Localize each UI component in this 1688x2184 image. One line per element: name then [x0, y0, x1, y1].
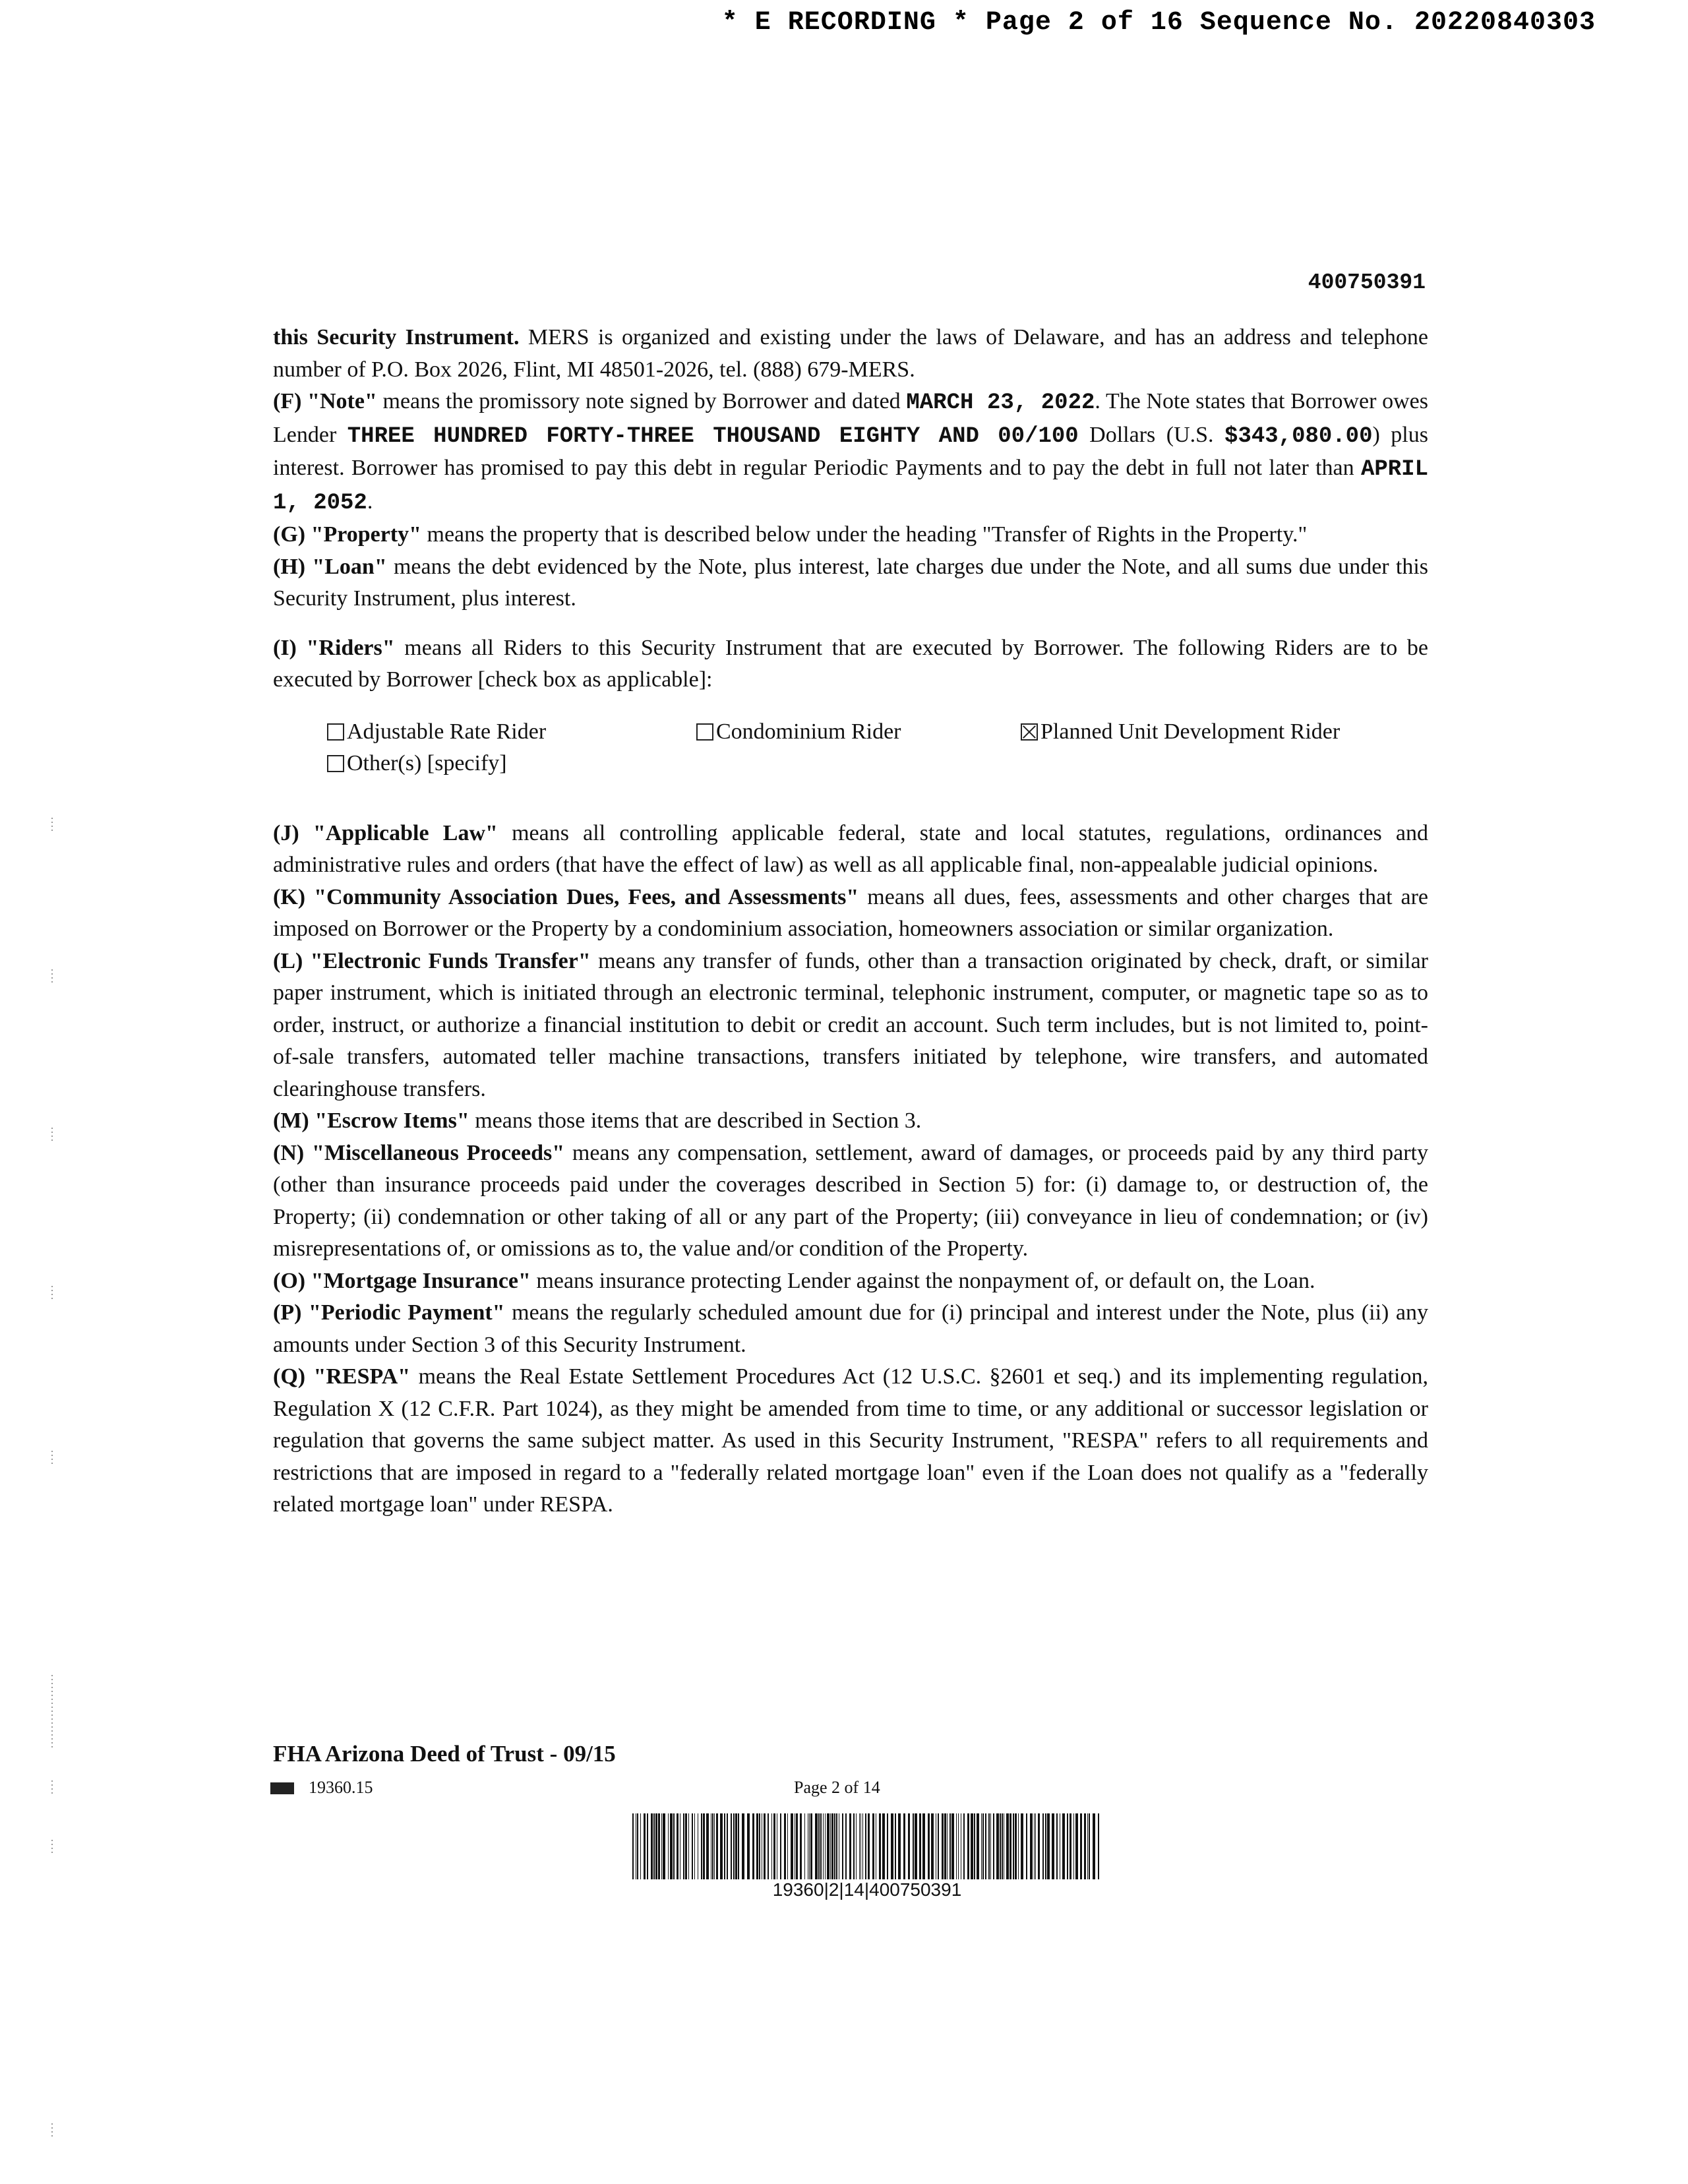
- barcode-bar: [1084, 1813, 1086, 1879]
- barcode-bar: [787, 1813, 788, 1879]
- barcode-bar: [1067, 1813, 1068, 1879]
- barcode-bar: [720, 1813, 723, 1879]
- barcode-bar: [977, 1813, 979, 1879]
- barcode-bar: [1075, 1813, 1078, 1879]
- term-label: (H) "Loan": [273, 554, 387, 579]
- barcode-bar: [1006, 1813, 1009, 1879]
- paragraph-text: . The Note states that Borrower owes Lender: [273, 389, 1428, 447]
- rider-planned-unit-development: [1021, 716, 1340, 748]
- margin-dots-2: [51, 969, 53, 985]
- barcode-bar: [647, 1813, 648, 1879]
- barcode-bar: [944, 1813, 946, 1879]
- barcode-bar: [1093, 1813, 1095, 1879]
- margin-dots-9: [51, 2123, 53, 2139]
- barcode-bar: [716, 1813, 718, 1879]
- paragraph-q: [273, 1361, 1428, 1521]
- barcode-bar: [677, 1813, 678, 1879]
- barcode-bar: [810, 1813, 812, 1879]
- barcode-bar: [856, 1813, 857, 1879]
- paragraph-text: means the regularly scheduled amount due for (i) principal and interest under the Note, plus (ii) any amounts under Section 3 of this Security Instrument.: [273, 1300, 1428, 1357]
- margin-dots-4: [51, 1286, 53, 1302]
- paragraph-k: [273, 882, 1428, 946]
- note-date: MARCH 23, 2022: [906, 390, 1095, 415]
- term-label: this Security Instrument.: [273, 325, 520, 349]
- barcode-bar: [752, 1813, 754, 1879]
- barcode-bar: [733, 1813, 735, 1879]
- paragraph-text: means insurance protecting Lender against the nonpayment of, or default on, the Loan.: [530, 1268, 1315, 1293]
- barcode-bar: [637, 1813, 638, 1879]
- barcode-bar: [1015, 1813, 1017, 1879]
- barcode-bar: [1030, 1813, 1033, 1879]
- barcode-bar: [727, 1813, 728, 1879]
- paragraph-text: means the debt evidenced by the Note, plus interest, late charges due under the Note, and all sums due under this Security Instrument, plus interest.: [273, 554, 1428, 611]
- barcode-bar: [956, 1813, 957, 1879]
- barcode-bar: [738, 1813, 739, 1879]
- barcode-bar: [887, 1813, 888, 1879]
- margin-dots-5: [51, 1451, 53, 1467]
- rider-label: Condominium Rider: [716, 719, 901, 744]
- barcode-bar: [951, 1813, 954, 1879]
- barcode-bar: [938, 1813, 939, 1879]
- barcode-bar: [714, 1813, 715, 1879]
- barcode-bar: [895, 1813, 896, 1879]
- barcode-bar: [1018, 1813, 1019, 1879]
- paragraph-text: means those items that are described in Section 3.: [469, 1108, 922, 1133]
- paragraph-text: means the Real Estate Settlement Procedures Act (12 U.S.C. §2601 et seq.) and its implementing regulation, Regulation X (12 C.F.R. Part 1024), as they might be amended from time to time, or any additional or successor legislation or regulation that governs the same subject matter. As used in this Security Instrument, "RESPA" refers to all requirements and restrictions that are imposed in regard to a "federally related mortgage loan" even if the Loan does not qualify as a "federally related mortgage loan" under RESPA.: [273, 1364, 1428, 1517]
- barcode-bar: [768, 1813, 769, 1879]
- term-label: (P) "Periodic Payment": [273, 1300, 505, 1325]
- barcode-bar: [922, 1813, 925, 1879]
- loan-amount-figures: $343,080.00: [1224, 423, 1373, 449]
- paragraph-text: means all Riders to this Security Instrument that are executed by Borrower. The following Riders are to be executed by Borrower [check box as applicable]:: [273, 635, 1428, 692]
- barcode-bar: [800, 1813, 802, 1879]
- barcode-bar: [818, 1813, 820, 1879]
- paragraph-text: means all dues, fees, assessments and other charges that are imposed on Borrower or the Property by a condominium association, homeowners association or similar organization.: [273, 884, 1429, 941]
- barcode-bar: [1010, 1813, 1011, 1879]
- barcode-bar: [862, 1813, 863, 1879]
- barcode-bar: [712, 1813, 713, 1879]
- barcode-bar: [820, 1813, 822, 1879]
- paragraph-text: means all controlling applicable federal, state and local statutes, regulations, ordinances and administrative rules and orders (that have the effect of law) as well as all applicable final, non-appealable judicial opinions.: [273, 820, 1428, 877]
- barcode-bar: [1056, 1813, 1058, 1879]
- barcode-bar: [830, 1813, 831, 1879]
- barcode-bar: [724, 1813, 725, 1879]
- barcode-bar: [688, 1813, 689, 1879]
- barcode-bar: [993, 1813, 994, 1879]
- pud-checkbox-checked: [1021, 723, 1038, 741]
- rider-label: Other(s) [specify]: [347, 750, 507, 775]
- barcode-bar: [653, 1813, 655, 1879]
- barcode-bar: [663, 1813, 665, 1879]
- barcode-bar: [1000, 1813, 1001, 1879]
- maturity-date: APRIL 1, 2052: [273, 457, 1428, 516]
- barcode-bar: [882, 1813, 885, 1879]
- barcode-bar: [891, 1813, 893, 1879]
- barcode-bar: [731, 1813, 732, 1879]
- barcode-bar: [845, 1813, 847, 1879]
- barcode-bar: [971, 1813, 973, 1879]
- barcode-bar: [651, 1813, 653, 1879]
- barcode-bar: [915, 1813, 917, 1879]
- paragraph-text: .: [367, 489, 373, 514]
- barcode-bar: [849, 1813, 851, 1879]
- barcode-bar: [985, 1813, 986, 1879]
- barcode-bar: [747, 1813, 750, 1879]
- barcode-bar: [1098, 1813, 1099, 1879]
- barcode-bar: [1080, 1813, 1082, 1879]
- barcode-bar: [919, 1813, 921, 1879]
- barcode-bar: [756, 1813, 758, 1879]
- rider-other: [327, 748, 507, 780]
- barcode-bar: [668, 1813, 669, 1879]
- barcode-bar: [673, 1813, 675, 1879]
- barcode-bar: [947, 1813, 948, 1879]
- margin-dots-6: [51, 1675, 53, 1747]
- barcode-bar: [860, 1813, 861, 1879]
- paragraph-j: [273, 818, 1428, 882]
- barcode-bar: [771, 1813, 772, 1879]
- barcode-bar: [1035, 1813, 1036, 1879]
- term-label: (J) "Applicable Law": [273, 820, 498, 845]
- paragraph-text: means any transfer of funds, other than a transaction originated by check, draft, or similar paper instrument, which is initiated through an electronic terminal, telephonic instrument, computer, or magnetic tape so as to order, instruct, or authorize a financial institution to debit or credit an account. Such term includes, but is not limited to, point-of-sale transfers, automated teller machine transactions, transfers initiated by telephone, wire transfers, and automated clearinghouse transfers.: [273, 948, 1428, 1101]
- form-number: [270, 1778, 373, 1798]
- adjustable-rate-checkbox: [327, 723, 344, 741]
- barcode-bar: [791, 1813, 793, 1879]
- barcode-bar: [1042, 1813, 1044, 1879]
- rider-condominium: [696, 716, 901, 748]
- barcode-bar: [1045, 1813, 1046, 1879]
- condominium-checkbox: [696, 723, 713, 741]
- barcode-bar: [928, 1813, 930, 1879]
- barcode-bar: [831, 1813, 833, 1879]
- loan-number: 400750391: [1308, 270, 1426, 295]
- rider-label: Adjustable Rate Rider: [347, 719, 547, 744]
- barcode-bar: [865, 1813, 866, 1879]
- other-checkbox: [327, 755, 344, 772]
- paragraph-text: MERS is organized and existing under the laws of Delaware, and has an address and telephone number of P.O. Box 2026, Flint, MI 48501-2026, tel. (888) 679-MERS.: [273, 325, 1428, 382]
- barcode-bar: [853, 1813, 855, 1879]
- barcode-bar: [996, 1813, 999, 1879]
- paragraph-g: [273, 519, 1428, 551]
- barcode-bar: [703, 1813, 705, 1879]
- barcode-bar: [931, 1813, 934, 1879]
- barcode-bar: [942, 1813, 944, 1879]
- barcode-bar: [759, 1813, 760, 1879]
- paragraph-p: [273, 1297, 1428, 1361]
- paragraph-l: [273, 946, 1428, 1106]
- barcode-bar: [735, 1813, 737, 1879]
- barcode-bar: [640, 1813, 641, 1879]
- document-body: [273, 322, 1428, 1521]
- barcode-bar: [836, 1813, 837, 1879]
- barcode-bar: [796, 1813, 798, 1879]
- term-label: (F) "Note": [273, 389, 377, 413]
- barcode-bar: [981, 1813, 982, 1879]
- paragraph-o: [273, 1265, 1428, 1298]
- term-label: (G) "Property": [273, 522, 422, 547]
- term-label: (I) "Riders": [273, 635, 395, 660]
- paragraph-f: [273, 386, 1428, 519]
- barcode-bar: [655, 1813, 657, 1879]
- term-label: (L) "Electronic Funds Transfer": [273, 948, 591, 973]
- barcode-bar: [1013, 1813, 1014, 1879]
- term-label: (N) "Miscellaneous Proceeds": [273, 1140, 565, 1165]
- barcode-bar: [742, 1813, 744, 1879]
- barcode-bar: [694, 1813, 695, 1879]
- barcode: [631, 1813, 1103, 1879]
- barcode-bar: [1073, 1813, 1074, 1879]
- barcode-bar: [1038, 1813, 1040, 1879]
- margin-dots-3: [51, 1128, 53, 1143]
- barcode-bar: [903, 1813, 905, 1879]
- page-indicator: Page 2 of 14: [794, 1778, 880, 1797]
- barcode-bar: [834, 1813, 835, 1879]
- barcode-bar: [950, 1813, 951, 1879]
- barcode-bar: [804, 1813, 805, 1879]
- form-title: FHA Arizona Deed of Trust - 09/15: [273, 1741, 616, 1767]
- barcode-bar: [773, 1813, 775, 1879]
- barcode-bar: [827, 1813, 829, 1879]
- margin-dots-7: [51, 1780, 53, 1796]
- barcode-bar: [632, 1813, 634, 1879]
- barcode-bar: [701, 1813, 702, 1879]
- barcode-bar: [1087, 1813, 1088, 1879]
- barcode-bar: [967, 1813, 969, 1879]
- paragraph-i: [273, 632, 1428, 696]
- paragraph-n: [273, 1138, 1428, 1265]
- margin-dots-8: [51, 1840, 53, 1856]
- barcode-bar: [1034, 1813, 1035, 1879]
- barcode-bar: [913, 1813, 914, 1879]
- rider-label: Planned Unit Development Rider: [1040, 719, 1341, 744]
- barcode-bar: [1052, 1813, 1054, 1879]
- barcode-bar: [963, 1813, 965, 1879]
- barcode-bar: [872, 1813, 874, 1879]
- barcode-text: 19360|2|14|400750391: [772, 1879, 962, 1900]
- barcode-bar: [982, 1813, 984, 1879]
- barcode-bar: [988, 1813, 990, 1879]
- rider-adjustable-rate: [327, 716, 546, 748]
- paragraph-text: ) plus interest. Borrower has promised to pay this debt in regular Periodic Payments and to pay the debt in full not later than: [273, 422, 1428, 480]
- term-label: (Q) "RESPA": [273, 1364, 411, 1389]
- barcode-bar: [1062, 1813, 1065, 1879]
- barcode-bar: [1002, 1813, 1003, 1879]
- barcode-bar: [780, 1813, 781, 1879]
- barcode-bar: [1021, 1813, 1023, 1879]
- barcode-bar: [809, 1813, 810, 1879]
- term-label: (O) "Mortgage Insurance": [273, 1268, 531, 1293]
- term-label: (M) "Escrow Items": [273, 1108, 469, 1133]
- barcode-bar: [1047, 1813, 1050, 1879]
- barcode-bar: [908, 1813, 910, 1879]
- barcode-bar: [868, 1813, 870, 1879]
- form-number-text: 19360.15: [309, 1778, 373, 1797]
- recording-header: * E RECORDING * Page 2 of 16 Sequence No. 20220840303: [721, 8, 1596, 38]
- paragraph-e-continued: [273, 322, 1428, 386]
- barcode-bar: [842, 1813, 843, 1879]
- loan-amount-words: THREE HUNDRED FORTY-THREE THOUSAND EIGHTY AND 00/100: [347, 423, 1079, 449]
- paragraph-text: means the promissory note signed by Borrower and dated: [377, 389, 907, 413]
- barcode-bar: [685, 1813, 687, 1879]
- paragraph-h: [273, 551, 1428, 615]
- barcode-bar: [706, 1813, 709, 1879]
- barcode-bar: [683, 1813, 684, 1879]
- barcode-bar: [898, 1813, 901, 1879]
- barcode-bar: [784, 1813, 786, 1879]
- paragraph-text: means any compensation, settlement, award of damages, or proceeds paid by any third party (other than insurance proceeds paid under the coverages described in Section 5) for: (i) damage to, or destruction of, the Property; (ii) condemnation or other taking of all or any part of the Property; (iii) conveyance in lieu of condemnation; or (iv) misrepresentations of, or omissions as to, the value and/or condition of the Property.: [273, 1140, 1428, 1261]
- paragraph-text: Dollars (U.S.: [1078, 422, 1225, 447]
- riders-checklist: [273, 710, 1428, 782]
- margin-dots-1: [51, 818, 53, 834]
- paragraph-m: [273, 1105, 1428, 1138]
- barcode-bar: [661, 1813, 662, 1879]
- form-logo-icon: [270, 1782, 294, 1794]
- barcode-bar: [658, 1813, 660, 1879]
- barcode-bar: [990, 1813, 991, 1879]
- barcode-bar: [692, 1813, 693, 1879]
- barcode-bar: [815, 1813, 818, 1879]
- barcode-bar: [974, 1813, 975, 1879]
- barcode-bar: [1070, 1813, 1071, 1879]
- paragraph-text: means the property that is described below under the heading "Transfer of Rights in the Property.": [421, 522, 1308, 547]
- barcode-bar: [825, 1813, 826, 1879]
- barcode-bar: [879, 1813, 881, 1879]
- barcode-bar: [859, 1813, 860, 1879]
- barcode-bar: [1089, 1813, 1090, 1879]
- barcode-bar: [1026, 1813, 1027, 1879]
- barcode-bar: [823, 1813, 824, 1879]
- barcode-bar: [670, 1813, 673, 1879]
- barcode-bar: [764, 1813, 766, 1879]
- term-label: (K) "Community Association Dues, Fees, and Assessments": [273, 884, 859, 909]
- barcode-bar: [958, 1813, 959, 1879]
- barcode-bar: [644, 1813, 646, 1879]
